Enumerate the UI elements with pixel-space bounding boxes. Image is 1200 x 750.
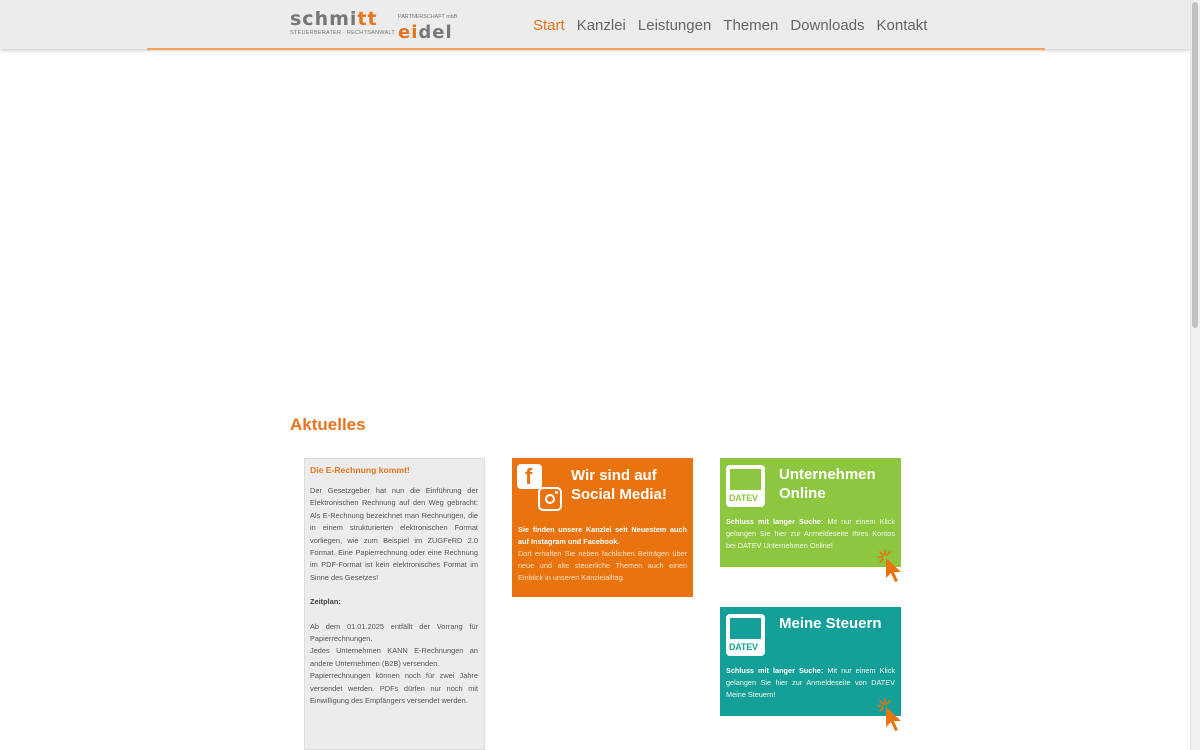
click-cursor-icon (876, 548, 904, 584)
news-paragraph: Der Gesetzgeber hat nun die Einführung der Elektronischen Rechnung auf den Weg gebracht: Als E-Rechnung bezeichnet man Rechnungen, die in einem strukturierten elektronischen Format vorliegen, wie zum Beispiel im ZUGFeRD 2.0 Format. Eine Papierrechnung oder eine Rechnung im PDF-Format ist kein elektronisches Format im Sinne des Gesetzes! (310, 486, 478, 582)
nav-downloads[interactable]: Downloads (790, 17, 865, 34)
scrollbar-thumb[interactable] (1192, 2, 1198, 328)
social-media-title: Wir sind auf Social Media! (571, 467, 667, 503)
datev-logo-icon: DATEV (726, 614, 765, 656)
instagram-icon (538, 487, 562, 511)
datev-unternehmen-text: Schluss mit langer Suche: Mit nur einem Klick gelangen Sie hier zur Anmeldeseite Ihres Kontos bei DATEV Unternehmen Online! (726, 517, 895, 550)
site-header (0, 0, 1190, 49)
nav-kontakt[interactable]: Kontakt (876, 17, 928, 34)
social-media-tile[interactable] (512, 458, 693, 597)
logo-wordmark-bottom: eidel (398, 22, 453, 43)
logo-wordmark-top: schmitt (290, 8, 378, 30)
social-media-text: Sie finden unsere Kanzlei seit Neuestem auch auf Instagram und Facebook. Dort erhalten Sie neben fachlichen Beiträgen über neue und alte steuerliche Themen auch einen Einblick in unseren Kanzleialltag. (518, 525, 687, 582)
logo-tagline: STEUERBERATER · RECHTSANWALT (290, 30, 395, 36)
news-card (304, 458, 485, 750)
nav-themen[interactable]: Themen (723, 17, 779, 34)
datev-logo-icon: DATEV (726, 465, 765, 507)
datev-steuern-title: Meine Steuern (779, 615, 882, 632)
header-divider (147, 48, 1045, 50)
news-schedule-item: Ab dem 01.01.2025 entfällt der Vorrang für Papierrechnungen. (310, 621, 478, 644)
main-nav (533, 17, 927, 34)
news-schedule-item: Papierrechnungen können noch für zwei Jahre versendet werden. PDFs dürfen nur noch mit Einwilligung des Empfängers versendet werden. (310, 671, 478, 706)
datev-unternehmen-online-tile[interactable] (720, 458, 901, 567)
logo-partner-text: PARTNERSCHAFT mbB (398, 14, 458, 20)
logo[interactable] (290, 8, 470, 43)
datev-steuern-text: Schluss mit langer Suche: Mit nur einem Klick gelangen Sie hier zur Anmeldeseite von DATEV Meine Steuern! (726, 666, 895, 699)
news-schedule-item: Jedes Unternehmen KANN E-Rechnungen an andere Unternehmen (B2B) versenden. (310, 646, 478, 668)
nav-start[interactable]: Start (533, 17, 565, 34)
click-cursor-icon (876, 697, 904, 733)
news-title: Die E-Rechnung kommt! (310, 465, 410, 475)
section-title-aktuelles: Aktuelles (290, 415, 366, 434)
nav-leistungen[interactable]: Leistungen (637, 17, 712, 34)
facebook-icon: f (517, 464, 542, 489)
nav-kanzlei[interactable]: Kanzlei (576, 17, 626, 34)
news-schedule-label: Zeitplan: (310, 597, 341, 607)
datev-unternehmen-title: Unternehmen Online (779, 466, 876, 502)
datev-meine-steuern-tile[interactable] (720, 607, 901, 716)
